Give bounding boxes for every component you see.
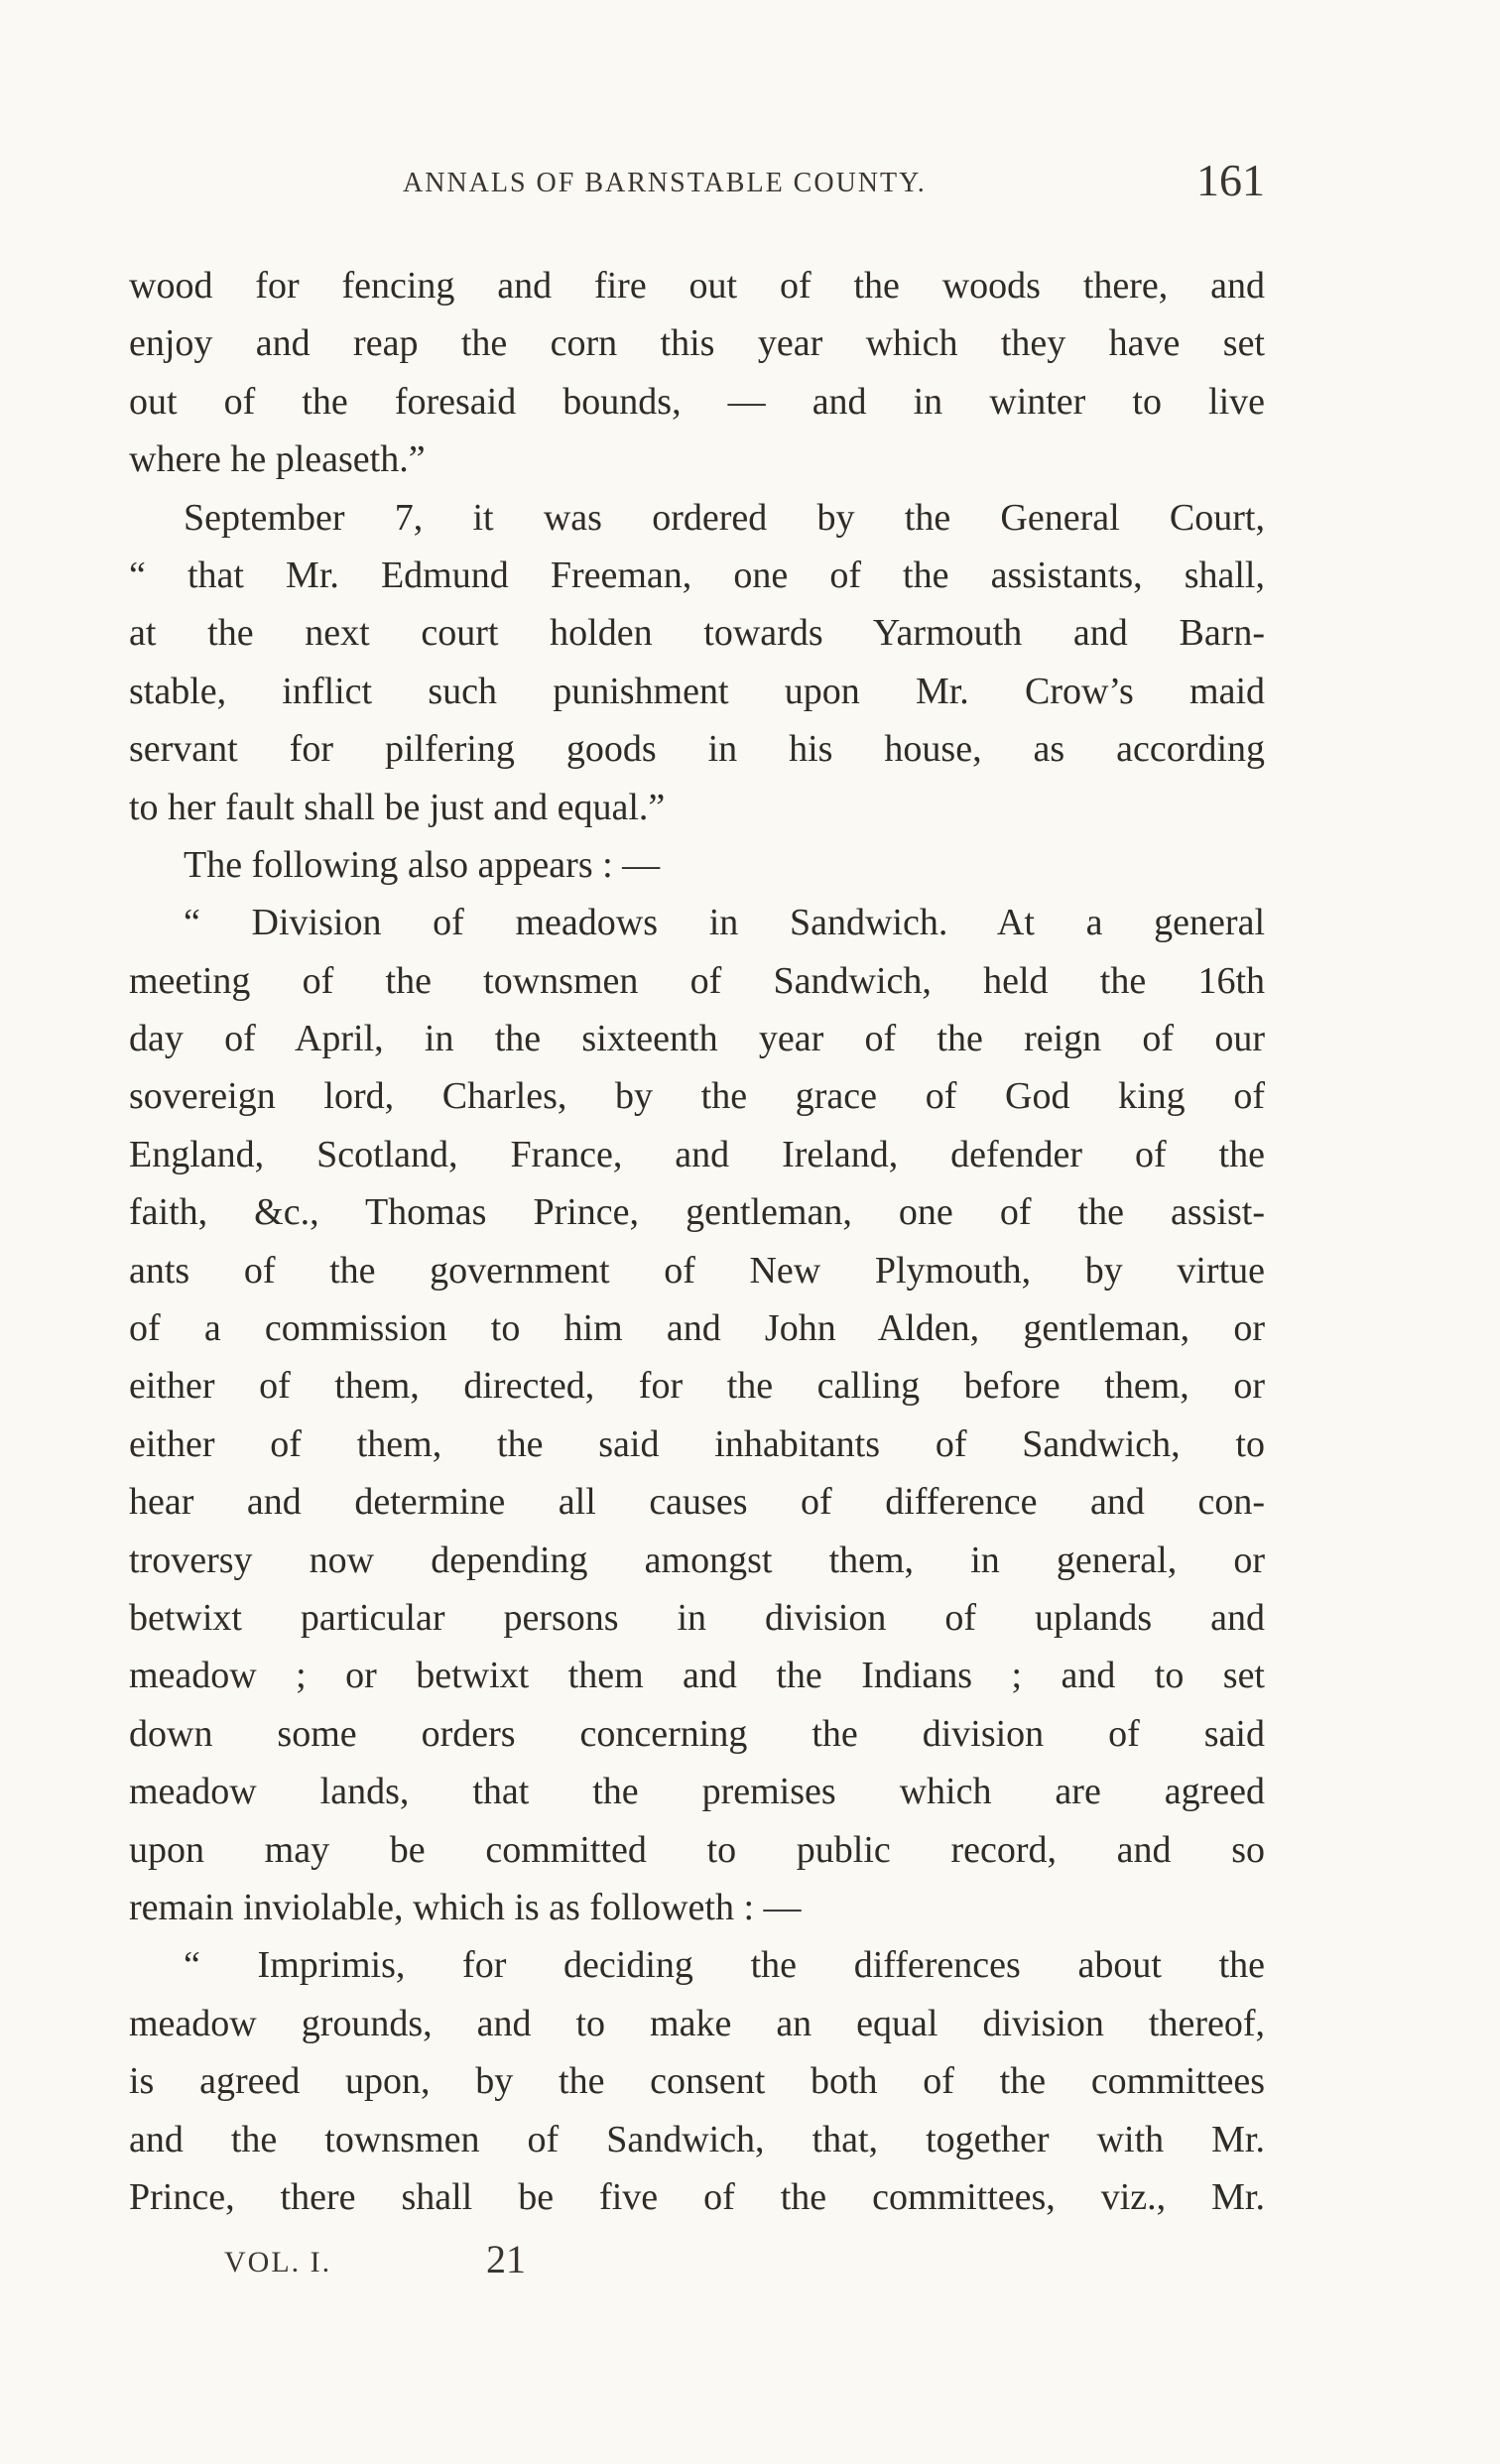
signature-number: 21 [486, 2237, 526, 2281]
text-line: hear and determine all causes of difference and con- [129, 1481, 1265, 1524]
text-line: enjoy and reap the corn this year which they have set [129, 322, 1265, 365]
text-line: is agreed upon, by the consent both of the committees [129, 2060, 1265, 2103]
text-line: Prince, there shall be five of the committees, viz., Mr. [129, 2175, 1265, 2218]
text-line: remain inviolable, which is as followeth : — [129, 1886, 802, 1928]
text-line: stable, inflict such punishment upon Mr. Crow’s maid [129, 670, 1265, 712]
volume-label: VOL. I. [224, 2246, 332, 2279]
text-line: betwixt particular persons in division of uplands and [129, 1596, 1265, 1639]
text-line: either of them, the said inhabitants of Sandwich, to [129, 1422, 1265, 1465]
text-line: wood for fencing and fire out of the woods there, and [129, 265, 1265, 307]
text-line: out of the foresaid bounds, — and in winter to live [129, 380, 1265, 423]
text-line: “ Division of meadows in Sandwich. At a general [184, 902, 1265, 944]
text-line: meadow lands, that the premises which are agreed [129, 1771, 1265, 1813]
text-line: down some orders concerning the division of said [129, 1712, 1265, 1755]
text-line: to her fault shall be just and equal.” [129, 786, 666, 828]
body-text [129, 257, 1265, 2226]
text-line: of a commission to him and John Alden, gentleman, or [129, 1307, 1265, 1350]
text-line: servant for pilfering goods in his house, as according [129, 728, 1265, 771]
footer [224, 2236, 562, 2285]
text-line: faith, &c., Thomas Prince, gentleman, one of the assist- [129, 1191, 1265, 1234]
running-title: ANNALS OF BARNSTABLE COUNTY. [403, 168, 927, 198]
text-line: September 7, it was ordered by the General Court, [184, 496, 1265, 539]
text-line: troversy now depending amongst them, in general, or [129, 1539, 1265, 1581]
text-line: meadow ; or betwixt them and the Indians ; and to set [129, 1655, 1265, 1697]
text-line: where he pleaseth.” [129, 438, 426, 481]
text-line: The following also appears : — [184, 843, 661, 886]
text-line: either of them, directed, for the calling before them, or [129, 1365, 1265, 1408]
text-line: sovereign lord, Charles, by the grace of God king of [129, 1075, 1265, 1118]
text-line: upon may be committed to public record, and so [129, 1828, 1265, 1871]
text-line: ants of the government of New Plymouth, by virtue [129, 1249, 1265, 1292]
text-line: “ Imprimis, for deciding the differences about the [184, 1944, 1265, 1987]
text-line: day of April, in the sixteenth year of the reign of our [129, 1018, 1265, 1060]
text-line: England, Scotland, France, and Ireland, defender of the [129, 1133, 1265, 1175]
text-line: at the next court holden towards Yarmouth and Barn- [129, 612, 1265, 655]
running-head [129, 154, 1265, 213]
text-line: meeting of the townsmen of Sandwich, held the 16th [129, 959, 1265, 1002]
text-line: “ that Mr. Edmund Freeman, one of the assistants, shall, [129, 554, 1265, 596]
text-line: meadow grounds, and to make an equal division thereof, [129, 2002, 1265, 2044]
page-number: 161 [1196, 155, 1265, 205]
text-line: and the townsmen of Sandwich, that, together with Mr. [129, 2118, 1265, 2160]
